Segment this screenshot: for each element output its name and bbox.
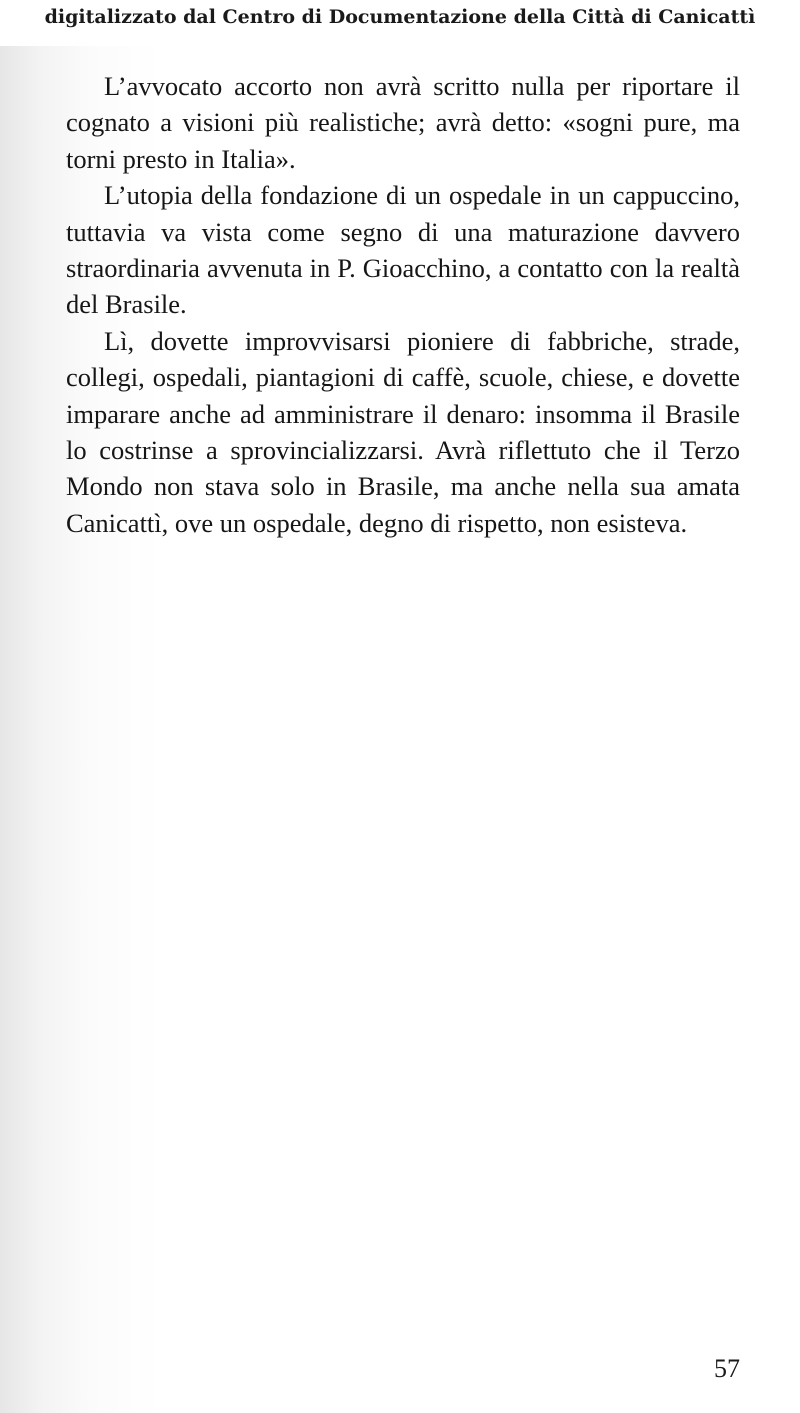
- page-number: 57: [714, 1354, 740, 1383]
- paragraph: L’utopia della fondazione di un ospedale in un cappuccino, tuttavia va vista come segno di una maturazione davvero straordinaria avvenuta in P. Gioacchino, a contatto con la realtà del Brasile.: [66, 180, 740, 320]
- page-body: [66, 68, 740, 541]
- paragraph: Lì, dovette improvvisarsi pioniere di fabbriche, strade, collegi, ospedali, piantagioni di caffè, scuole, chiese, e dovette imparare anche ad amministrare il denaro: insomma il Brasile lo costrinse a sprovincializzarsi. Avrà riflettuto che il Terzo Mondo non stava solo in Brasile, ma anche nella sua amata Canicattì, ove un ospedale, degno di rispetto, non esisteva.: [66, 325, 740, 538]
- watermark-header: [0, 0, 800, 46]
- digitization-watermark: digitalizzato dal Centro di Documentazione della Città di Canicattì: [44, 6, 756, 28]
- paragraph: L’avvocato accorto non avrà scritto nulla per riportare il cognato a visioni più realistiche; avrà detto: «sogni pure, ma torni presto in Italia».: [66, 71, 740, 174]
